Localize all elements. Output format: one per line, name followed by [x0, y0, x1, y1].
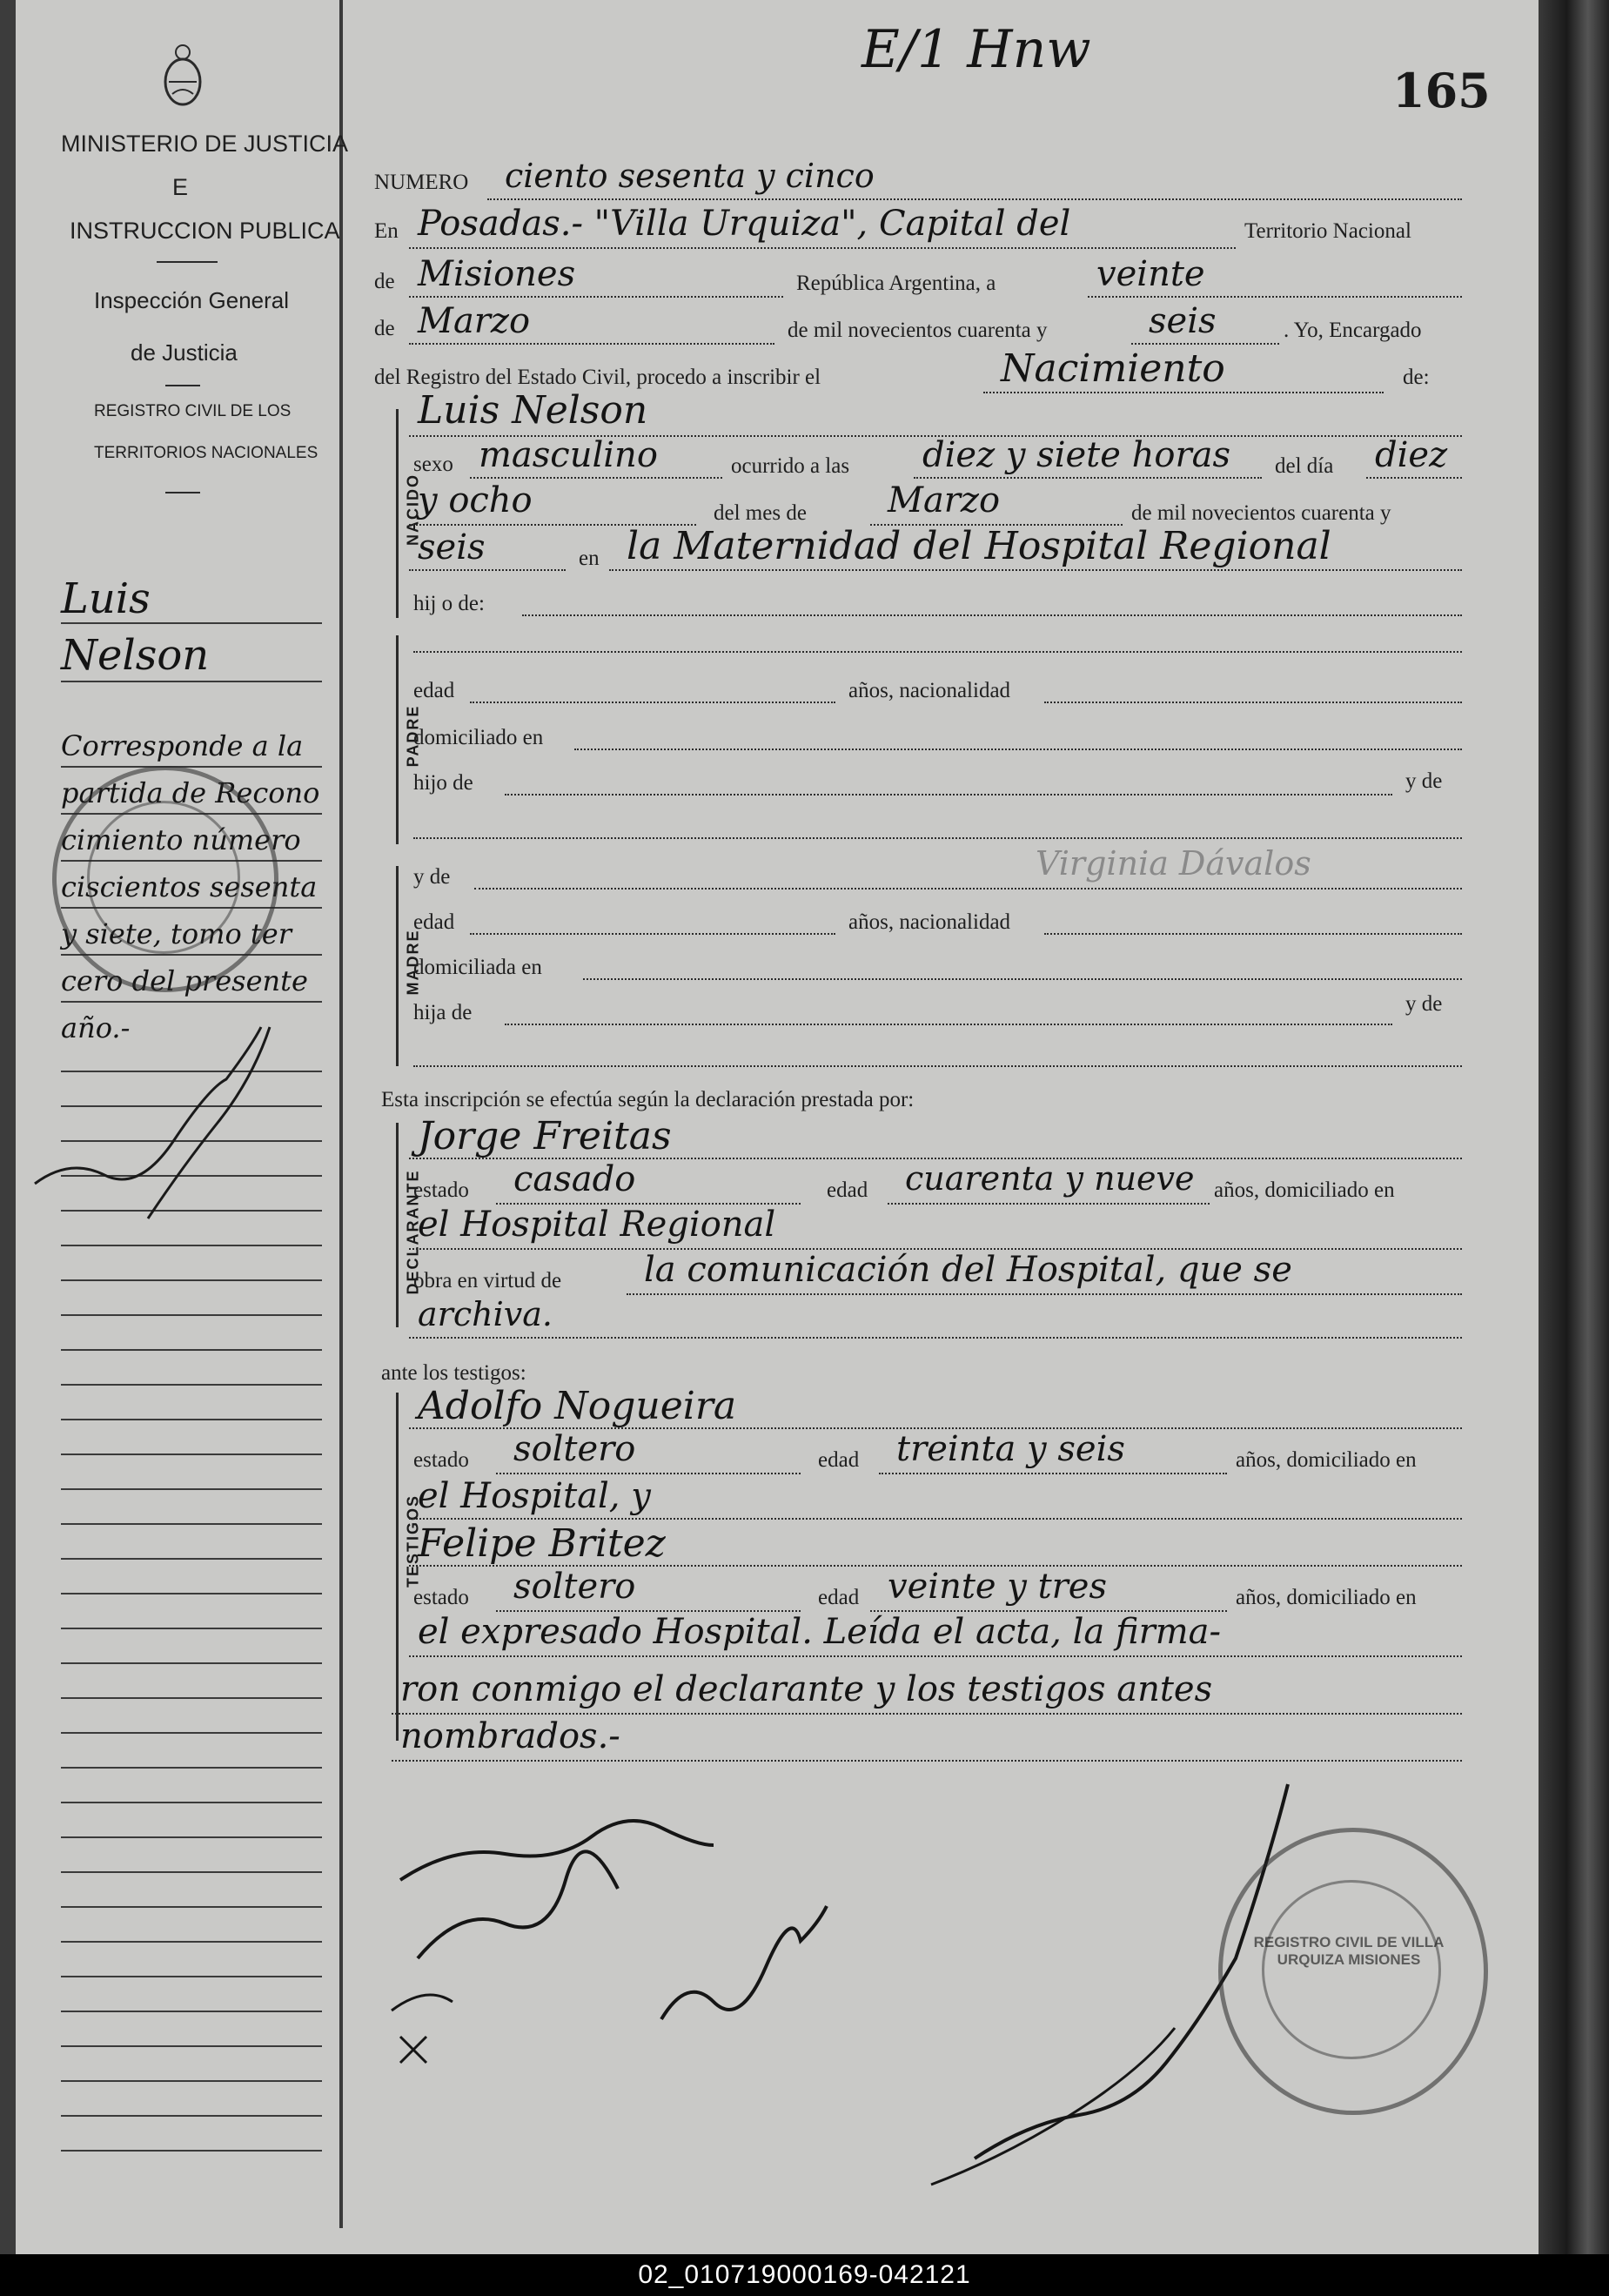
header-rule-1: [157, 261, 218, 263]
margin-rule: [61, 2011, 322, 2012]
side-label-madre: MADRE: [404, 929, 422, 996]
label-estado-decl: estado: [413, 1178, 469, 1202]
label-anios-padre: años, nacionalidad: [848, 679, 1011, 702]
line-edad-t1: [879, 1473, 1227, 1474]
margin-rule: [61, 1453, 322, 1455]
margin-rule: [61, 766, 322, 768]
label-yde-madre: y de: [413, 865, 451, 889]
registry-line1: REGISTRO CIVIL DE LOS: [94, 402, 292, 420]
registry-seal-inner: [1262, 1880, 1441, 2059]
margin-rule: [61, 1279, 322, 1281]
line-obra-2: [409, 1337, 1462, 1339]
margin-rule: [61, 1001, 322, 1003]
line-dia-nac: [1366, 477, 1462, 479]
margin-rule: [61, 1488, 322, 1490]
folio-number: 165: [1392, 63, 1491, 118]
value-obra-1: la comunicación del Hospital, que se: [644, 1250, 1292, 1290]
value-anio-nac: seis: [418, 527, 486, 567]
line-lugar: [409, 247, 1236, 249]
line-anio-nac: [409, 569, 566, 571]
margin-rule: [61, 622, 322, 624]
margin-rule: [61, 2045, 322, 2047]
label-milnov-2: de mil novecientos cuarenta y: [1131, 501, 1391, 525]
label-de-2: de: [374, 317, 395, 340]
value-cierre-2: ron conmigo el declarante y los testigos antes: [400, 1669, 1213, 1709]
label-ocurrido: ocurrido a las: [731, 454, 850, 478]
value-dia-nac-1: diez: [1375, 435, 1448, 475]
label-yde-madre-2: y de: [1405, 992, 1443, 1016]
label-inscripcion: Esta inscripción se efectúa según la declaración prestada por:: [381, 1088, 915, 1111]
value-numero: ciento sesenta y cinco: [505, 157, 875, 195]
inspection-line1: Inspección General: [94, 287, 290, 313]
margin-rule: [61, 1314, 322, 1316]
line-obra: [627, 1293, 1462, 1295]
margin-rule: [61, 1523, 322, 1525]
value-cierre-1: el expresado Hospital. Leída el acta, la firma-: [418, 1612, 1222, 1652]
margin-rule: [61, 1871, 322, 1873]
bracket-nacido: [396, 409, 399, 618]
label-en: En: [374, 219, 399, 243]
label-de-colon: de:: [1403, 366, 1430, 389]
ministry-line2: E: [172, 174, 189, 200]
value-edad-decl: cuarenta y nueve: [905, 1159, 1195, 1198]
ministry-line1: MINISTERIO DE JUSTICIA: [61, 131, 349, 157]
margin-note-line: partida de Recono: [61, 776, 320, 809]
bracket-madre: [396, 866, 399, 1066]
value-lugar: Posadas.- "Villa Urquiza", Capital del: [418, 204, 1071, 244]
value-edad-t2: veinte y tres: [888, 1567, 1107, 1607]
label-anios-dom-t2: años, domiciliado en: [1236, 1586, 1417, 1609]
value-estado-t1: soltero: [513, 1429, 636, 1469]
value-dom-decl: el Hospital Regional: [418, 1205, 776, 1245]
line-sexo: [470, 477, 722, 479]
value-dia: veinte: [1096, 254, 1205, 294]
margin-note-line: cero del presente: [61, 964, 308, 997]
label-deldia: del día: [1275, 454, 1334, 478]
line-territorio: [409, 296, 783, 298]
header-rule-3: [165, 492, 200, 493]
label-domiciliado-padre: domiciliado en: [413, 726, 544, 749]
value-madre-faded: Virginia Dávalos: [1036, 844, 1311, 883]
line-hijo: [522, 614, 1462, 616]
label-yo: . Yo, Encargado: [1284, 319, 1422, 342]
line-cierre-1: [409, 1655, 1462, 1657]
label-territorio: Territorio Nacional: [1244, 219, 1411, 243]
label-hijade-madre: hija de: [413, 1001, 473, 1024]
margin-rule: [61, 1349, 322, 1351]
value-testigo1: Adolfo Nogueira: [418, 1384, 737, 1428]
line-nac-madre: [1044, 933, 1462, 935]
margin-rule: [61, 1558, 322, 1560]
value-estado-t2: soltero: [513, 1567, 636, 1607]
label-registro: del Registro del Estado Civil, procedo a inscribir el: [374, 366, 821, 389]
margin-note-line: ciscientos sesenta: [61, 870, 318, 903]
label-republica: República Argentina, a: [796, 272, 996, 295]
value-sexo: masculino: [479, 435, 658, 475]
bracket-padre: [396, 635, 399, 844]
margin-rule: [61, 1976, 322, 1977]
line-horas: [914, 477, 1262, 479]
margin-rule: [61, 1245, 322, 1246]
line-nac-padre: [1044, 702, 1462, 703]
value-dia-nac-2: y ocho: [418, 480, 533, 520]
top-annotation: E/1 Hnw: [861, 19, 1091, 80]
coat-of-arms-icon: [157, 42, 209, 111]
label-domiciliada-madre: domiciliada en: [413, 956, 542, 979]
line-padre-extra: [413, 837, 1462, 839]
margin-rule: [61, 1802, 322, 1803]
side-label-padre: PADRE: [404, 704, 422, 768]
margin-name-line1: Luis: [61, 574, 151, 623]
margin-rule: [61, 2080, 322, 2082]
margin-rule: [61, 1906, 322, 1908]
line-numero: [487, 198, 1462, 200]
label-edad-t2: edad: [818, 1586, 860, 1609]
side-label-declarante: DECLARANTE: [404, 1169, 422, 1295]
margin-rule: [61, 681, 322, 682]
margin-rule: [61, 2115, 322, 2117]
margin-note-line: año.-: [61, 1011, 131, 1044]
margin-rule: [61, 1628, 322, 1629]
margin-rule: [61, 1767, 322, 1769]
line-edad-padre: [470, 702, 835, 703]
line-dia: [1088, 296, 1462, 298]
line-cierre-3: [392, 1760, 1462, 1762]
label-yde-padre: y de: [1405, 769, 1443, 793]
margin-rule: [61, 1732, 322, 1734]
margin-note-line: y siete, tomo ter: [61, 917, 292, 950]
label-en-2: en: [579, 547, 600, 570]
margin-rule: [61, 1697, 322, 1699]
book-spine-edge: [1539, 0, 1609, 2254]
line-hijode-padre: [505, 794, 1392, 796]
line-mes: [409, 343, 774, 345]
value-mes: Marzo: [418, 301, 531, 341]
value-estado-decl: casado: [513, 1159, 636, 1199]
label-anios-dom-t1: años, domiciliado en: [1236, 1448, 1417, 1472]
label-estado-t2: estado: [413, 1586, 469, 1609]
margin-note-line: cimiento número: [61, 823, 301, 856]
registry-line2: TERRITORIOS NACIONALES: [94, 444, 318, 462]
value-territorio: Misiones: [418, 254, 576, 294]
value-obra-2: archiva.: [418, 1295, 553, 1333]
label-edad-padre: edad: [413, 679, 455, 702]
value-dom-t1: el Hospital, y: [418, 1476, 651, 1516]
label-edad-decl: edad: [827, 1178, 868, 1202]
margin-rule: [61, 2150, 322, 2152]
side-label-testigos: TESTIGOS: [404, 1494, 422, 1588]
line-padre-nombre: [413, 651, 1462, 653]
label-anios-dom-decl: años, domiciliado en: [1214, 1178, 1395, 1202]
value-lugar-nac: la Maternidad del Hospital Regional: [627, 524, 1331, 568]
bracket-testigos: [396, 1393, 399, 1741]
line-anio: [1131, 343, 1279, 345]
label-estado-t1: estado: [413, 1448, 469, 1472]
line-lugar-nac: [609, 569, 1462, 571]
line-acto: [983, 392, 1384, 393]
side-label-nacido: NACIDO: [404, 473, 422, 546]
value-edad-t1: treinta y seis: [896, 1429, 1125, 1469]
bracket-declarante: [396, 1123, 399, 1327]
label-hijode-padre: hijo de: [413, 771, 473, 795]
margin-note-line: Corresponde a la: [61, 729, 304, 762]
margin-name-line2: Nelson: [61, 631, 210, 680]
value-testigo2: Felipe Britez: [418, 1521, 666, 1566]
margin-rule: [61, 1836, 322, 1838]
margin-rule: [61, 1941, 322, 1943]
value-cierre-3: nombrados.-: [400, 1716, 620, 1756]
label-testigos: ante los testigos:: [381, 1361, 526, 1385]
label-milnov: de mil novecientos cuarenta y: [788, 319, 1048, 342]
value-nombre: Luis Nelson: [418, 388, 648, 433]
image-caption: 02_010719000169-042121: [0, 2254, 1609, 2296]
value-horas: diez y siete horas: [922, 435, 1230, 475]
label-numero: NUMERO: [374, 171, 469, 194]
value-anio: seis: [1149, 301, 1217, 341]
line-madre-extra: [413, 1065, 1462, 1067]
line-madre-nombre: [474, 888, 1462, 890]
header-rule-2: [165, 385, 200, 386]
registry-seal-text: REGISTRO CIVIL DE VILLA URQUIZA MISIONES: [1253, 1934, 1445, 1968]
label-edad-madre: edad: [413, 910, 455, 934]
line-edad-decl: [888, 1203, 1210, 1205]
label-edad-t1: edad: [818, 1448, 860, 1472]
label-anios-madre: años, nacionalidad: [848, 910, 1011, 934]
label-de: de: [374, 270, 395, 293]
line-hijade-madre: [505, 1024, 1392, 1025]
line-cierre-2: [392, 1713, 1462, 1715]
margin-rule: [61, 1593, 322, 1594]
label-delmes: del mes de: [714, 501, 807, 525]
label-sexo: sexo: [413, 453, 453, 476]
line-dom-padre: [574, 749, 1462, 750]
margin-rule: [61, 1384, 322, 1386]
inspection-line2: de Justicia: [131, 339, 238, 366]
value-mes-nac: Marzo: [888, 480, 1001, 520]
value-acto: Nacimiento: [1001, 346, 1225, 391]
label-hijo: hij o de:: [413, 592, 485, 615]
line-dom-t1: [409, 1518, 1462, 1520]
ministry-line3: INSTRUCCION PUBLICA: [70, 218, 340, 244]
page-left-edge: [0, 0, 16, 2254]
line-estado-t1: [496, 1473, 801, 1474]
margin-rule: [61, 1662, 322, 1664]
line-dom-madre: [583, 978, 1462, 980]
line-edad-madre: [470, 933, 835, 935]
label-obra: obra en virtud de: [413, 1269, 562, 1292]
margin-divider: [339, 0, 343, 2228]
margin-seal-inner: [87, 801, 240, 954]
margin-signature: [26, 1018, 339, 1227]
value-declarante: Jorge Freitas: [418, 1114, 672, 1158]
margin-rule: [61, 1419, 322, 1420]
